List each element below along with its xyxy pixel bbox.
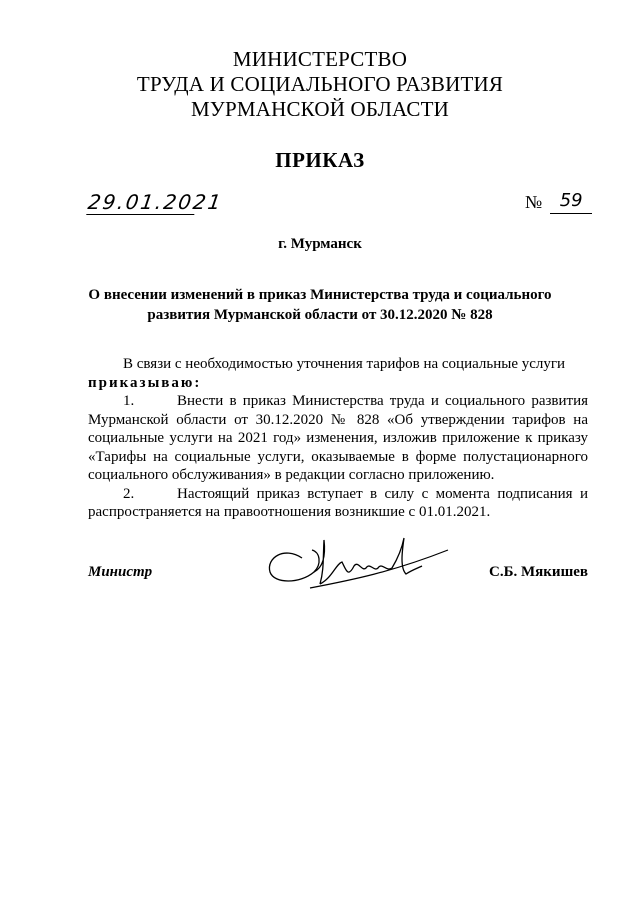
ministry-header (0, 47, 640, 122)
document-type: ПРИКАЗ (275, 148, 365, 172)
subject-line-1: О внесении изменений в приказ Министерства труда и социального (88, 287, 552, 303)
handwritten-signature (262, 528, 452, 598)
item-2-text: Настоящий приказ вступает в силу с момента подписания и распространяется на правоотношения возникшие с 01.01.2021. (88, 485, 588, 520)
city: г. Мурманск (278, 236, 362, 252)
document-date: 29.01.2021 (86, 190, 225, 214)
header-line-1: МИНИСТЕРСТВО (232, 47, 408, 71)
item-1-number: 1. (123, 393, 135, 409)
header-line-2: ТРУДА И СОЦИАЛЬНОГО РАЗВИТИЯ (136, 72, 504, 96)
document-subject (60, 285, 580, 325)
item-1 (88, 392, 588, 485)
number-value: 59 (550, 189, 592, 214)
order-word: приказываю: (88, 374, 202, 391)
subject-line-2: развития Мурманской области от 30.12.2020 № 828 (147, 307, 493, 323)
document-number (525, 190, 592, 214)
number-sign: № (525, 192, 543, 212)
document-body (88, 355, 588, 522)
header-line-3: МУРМАНСКОЙ ОБЛАСТИ (191, 97, 449, 121)
intro-paragraph: В связи с необходимостью уточнения тарифов на социальные услуги (123, 356, 566, 372)
signatory-position: Министр (88, 564, 153, 580)
item-1-text: Внести в приказ Министерства труда и социального развития Мурманской области от 30.12.2020 № 828 «Об утверждении тарифов на социальные услуги на 2021 год» изменения, изложив приложение к приказу «Тарифы на социальные услуги, оказываемые в форме полустационарного социального обслуживания» в редакции согласно приложению. (88, 393, 588, 483)
signatory-name: С.Б. Мякишев (489, 564, 588, 580)
item-2-number: 2. (123, 485, 135, 502)
item-2 (88, 485, 588, 522)
